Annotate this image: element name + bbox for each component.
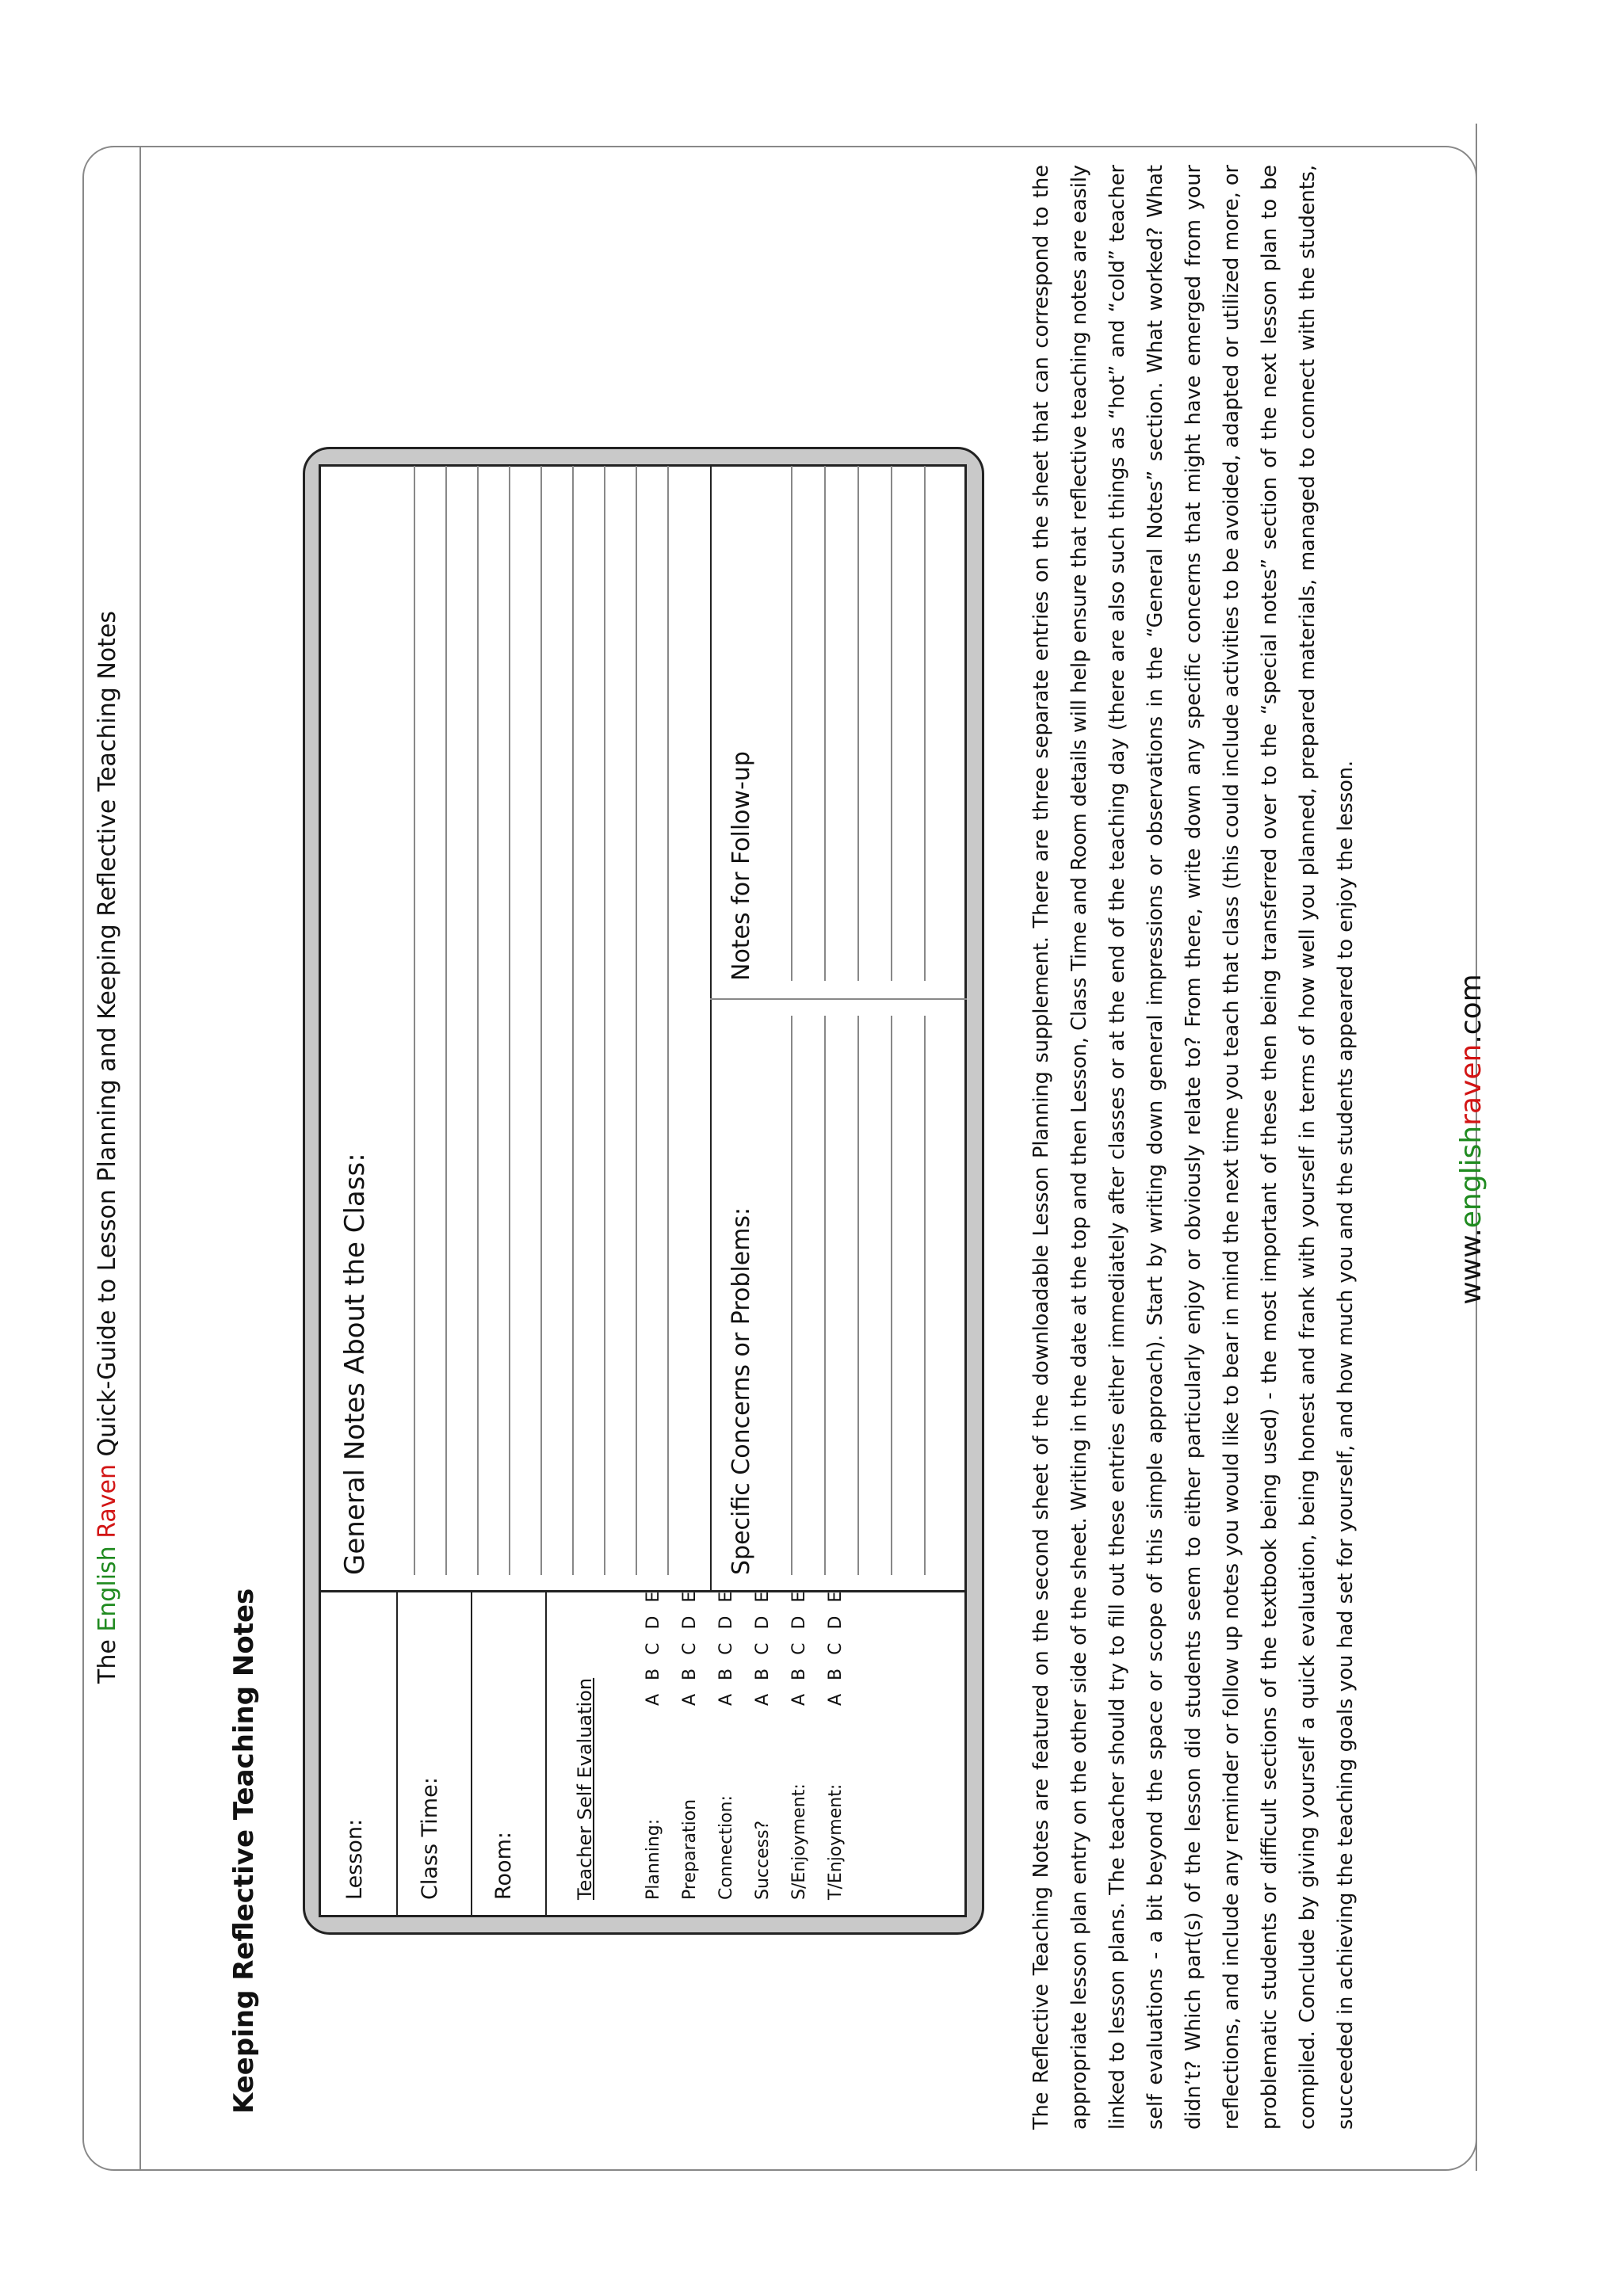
paragraph-text: The Reflective Teaching Notes are featured on the second sheet of the downloadable Lesson Planning supplement. There are three separate entries on the sheet that can correspond to the appropriate lesson plan entry on the other side of the sheet. Writing in the date at the top and then Lesson, Class Time and Room details will help ensure that reflective teaching notes are easily linked to lesson plans. The teacher should try to fill out these entries either immediately after classes or at the end of the teaching day (there are also such things as “hot” and “cold” teacher self evaluations - a bit beyond the space or scope of this simple approach). Start by writing down general impressions or observations in the “General Notes” section. What worked? What didn’t? Which part(s) of the lesson did students seem to either particularly enjoy or obviously relate to? From there, write down any specific concerns that might have emerged from your reflections, and include any reminder or follow up notes you would like to bear in mind the next time you teach that class (this could include activities to be avoided, adapted or utilized more, or problematic students or difficult sections of the textbook being used) - the most important of these then being transferred over to the “special notes” section of the next lesson plan to be compiled. Conclude by giving yourself a quick evaluation, being honest and frank with yourself in terms of how well you planned, prepared materials, managed to connect with the students, succeeded in achieving the teaching goals you had set for yourself, and how much you and the students appeared to enjoy the lesson.	[1029, 165, 1358, 2130]
writing-line	[891, 466, 892, 981]
writing-line	[477, 466, 479, 1575]
writing-line	[791, 1016, 792, 1575]
left-column-divider	[319, 1590, 967, 1592]
followup-label: Notes for Follow-up	[727, 751, 755, 981]
subsection-divider	[710, 998, 967, 1000]
header-text-rest: Quick-Guide to Lesson Planning and Keeping Reflective Teaching Notes	[94, 611, 121, 1464]
writing-line	[572, 466, 574, 1575]
writing-line	[667, 466, 669, 1575]
writing-line	[540, 466, 542, 1575]
writing-line	[636, 466, 637, 1575]
instructions-paragraph	[1022, 165, 1365, 2130]
section-divider	[710, 464, 712, 1592]
self-eval-heading: Teacher Self Evaluation	[574, 1677, 596, 1900]
criterion-label: S/Enjoyment:	[789, 1783, 809, 1900]
writing-line	[924, 466, 926, 981]
url-english: english	[1455, 1125, 1487, 1229]
writing-line	[857, 466, 859, 981]
writing-line	[509, 466, 510, 1575]
criterion-grades: A B C D E	[789, 1587, 809, 1706]
header-space	[94, 1539, 121, 1547]
writing-line	[924, 1016, 926, 1575]
criterion-label: Planning:	[643, 1818, 663, 1900]
row-divider	[396, 1592, 398, 1916]
concerns-label: Specific Concerns or Problems:	[727, 1207, 755, 1575]
url-raven: raven	[1455, 1043, 1487, 1126]
writing-line	[891, 1016, 892, 1575]
writing-line	[414, 466, 415, 1575]
footer-rule-right	[1476, 124, 1477, 916]
room-label: Room:	[491, 1832, 516, 1900]
class-time-label: Class Time:	[418, 1777, 442, 1900]
brand-english: English	[94, 1546, 121, 1632]
criterion-label: Success?	[753, 1820, 773, 1900]
writing-line	[445, 466, 447, 1575]
brand-raven: Raven	[94, 1463, 121, 1539]
writing-line	[604, 466, 605, 1575]
writing-line	[857, 1016, 859, 1575]
criterion-grades: A B C D E	[826, 1587, 846, 1706]
url-suffix: .com	[1455, 974, 1487, 1044]
footer-rule-left	[1476, 1363, 1477, 2171]
row-divider	[471, 1592, 472, 1916]
writing-line	[824, 1016, 826, 1575]
general-notes-label: General Notes About the Class:	[339, 1153, 371, 1575]
footer-url[interactable]	[1455, 933, 1487, 1345]
section-title: Keeping Reflective Teaching Notes	[228, 1588, 260, 2114]
notes-card-inner	[319, 464, 967, 1917]
row-divider	[545, 1592, 547, 1916]
page-header	[94, 593, 121, 1702]
criterion-grades: A B C D E	[716, 1587, 736, 1706]
criterion-label: Preparation	[680, 1798, 700, 1900]
criterion-grades: A B C D E	[680, 1587, 700, 1706]
lesson-label: Lesson:	[342, 1818, 367, 1900]
criterion-label: T/Enjoyment:	[826, 1783, 846, 1900]
header-text: The	[94, 1631, 121, 1684]
writing-line	[824, 466, 826, 981]
criterion-grades: A B C D E	[753, 1587, 773, 1706]
url-prefix: www.	[1455, 1228, 1487, 1305]
criterion-grades: A B C D E	[643, 1587, 663, 1706]
criterion-label: Connection:	[716, 1795, 736, 1900]
writing-line	[791, 466, 792, 981]
